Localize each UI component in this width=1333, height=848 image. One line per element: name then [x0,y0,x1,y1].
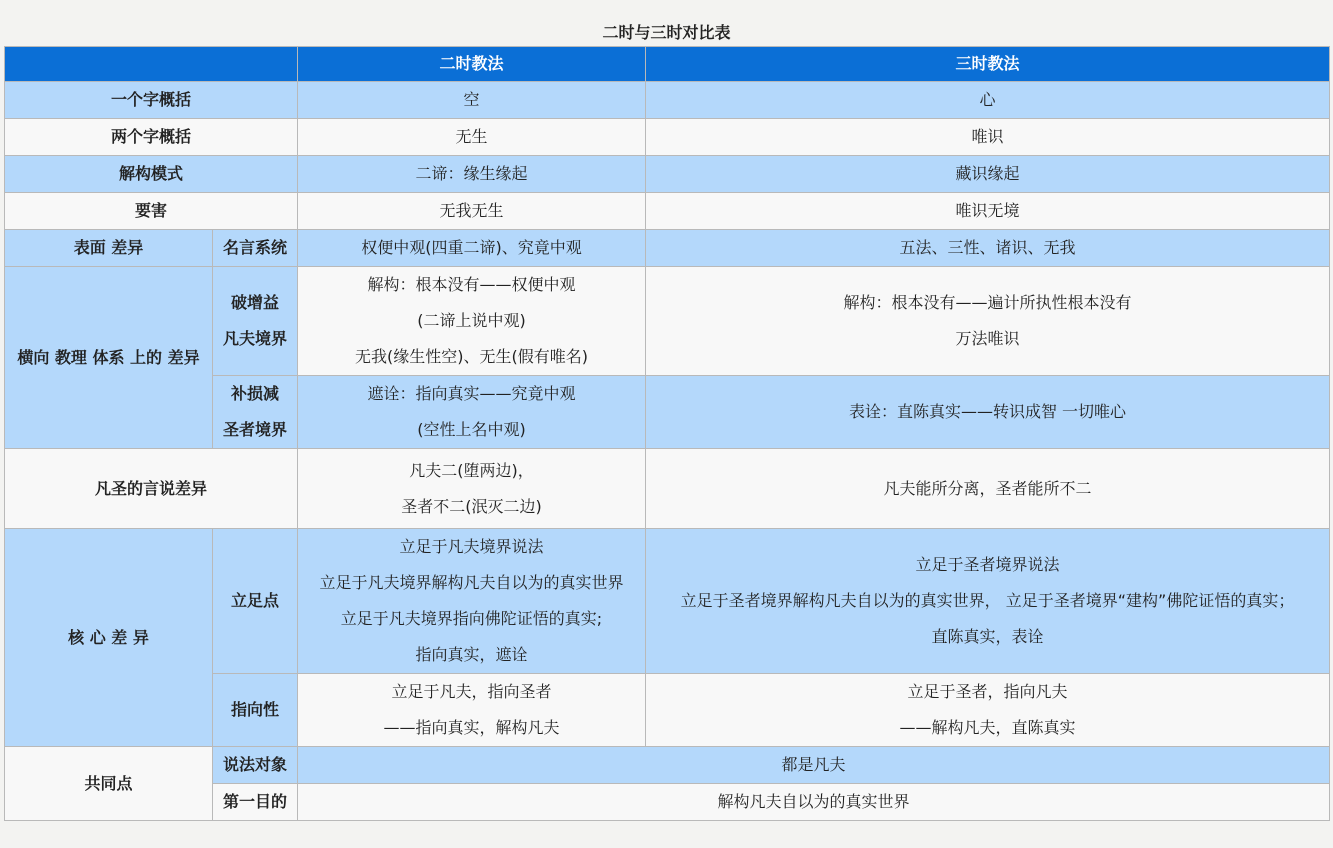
table-row [5,529,1330,674]
row-label: 表面 差异 [5,230,213,267]
header-two-times: 二时教法 [298,47,646,82]
cell-line: 凡夫二(堕两边)， [409,460,534,480]
cell-two-times [298,674,646,747]
header-blank-cell [5,47,298,82]
cell-three-times: 唯识无境 [646,193,1330,230]
cell-three-times: 表诠：直陈真实——转识成智 一切唯心 [646,376,1330,449]
cell-three-times: 藏识缘起 [646,156,1330,193]
cell-two-times: 权便中观(四重二谛)、究竟中观 [298,230,646,267]
cell-line: 无我(缘生性空)、无生(假有唯名) [355,347,588,366]
sublabel-line: 凡夫境界 [222,329,287,348]
row-sublabel: 名言系统 [213,230,298,267]
cell-two-times: 二谛：缘生缘起 [298,156,646,193]
header-three-times: 三时教法 [646,47,1330,82]
table-row [5,82,1330,119]
cell-three-times: 心 [646,82,1330,119]
cell-line: 立足于凡夫，指向圣者 [391,682,552,701]
cell-line: 立足于凡夫境界解构凡夫自以为的真实世界 [319,573,624,592]
sublabel-line: 补损减 [230,384,279,403]
table-row [5,747,1330,784]
cell-two-times [298,449,646,529]
cell-line: (空性上名中观) [417,420,526,439]
table-row [5,267,1330,376]
cell-line: 立足于圣者境界说法 [915,555,1060,574]
cell-merged: 解构凡夫自以为的真实世界 [298,784,1330,821]
row-sublabel: 说法对象 [213,747,298,784]
cell-line: 立足于凡夫境界说法 [399,537,544,556]
row-label: 凡圣的言说差异 [5,449,298,529]
table-row [5,119,1330,156]
cell-three-times: 五法、三性、诸识、无我 [646,230,1330,267]
cell-line: 直陈真实，表诠 [931,627,1044,646]
row-label: 共同点 [5,747,213,821]
cell-line: 遮诠：指向真实——究竟中观 [367,384,576,403]
table-row [5,156,1330,193]
cell-two-times: 无我无生 [298,193,646,230]
cell-two-times: 无生 [298,119,646,156]
row-label: 两个字概括 [5,119,298,156]
row-label: 解构模式 [5,156,298,193]
cell-merged: 都是凡夫 [298,747,1330,784]
cell-two-times [298,376,646,449]
row-sublabel: 第一目的 [213,784,298,821]
header-row [5,47,1330,82]
cell-line: 圣者不二(泯灭二边) [401,496,542,516]
cell-line: 指向真实，遮诠 [415,645,528,664]
cell-three-times [646,267,1330,376]
cell-three-times: 凡夫能所分离，圣者能所不二 [646,449,1330,529]
table-row [5,230,1330,267]
cell-three-times: 唯识 [646,119,1330,156]
cell-line: 立足于圣者，指向凡夫 [907,682,1068,701]
table-caption: 二时与三时对比表 [602,23,731,42]
cell-two-times: 空 [298,82,646,119]
cell-line: (二谛上说中观) [417,311,526,330]
cell-line: 解构：根本没有——遍计所执性根本没有 [843,293,1132,312]
cell-line: ——解构凡夫，直陈真实 [899,718,1076,737]
row-label: 核 心 差 异 [5,529,213,747]
table-row [5,449,1330,529]
cell-two-times [298,529,646,674]
cell-three-times [646,674,1330,747]
row-sublabel: 立足点 [213,529,298,674]
cell-line: 万法唯识 [955,329,1020,348]
cell-line: 立足于凡夫境界指向佛陀证悟的真实; [340,609,603,628]
row-sublabel: 指向性 [213,674,298,747]
cell-two-times [298,267,646,376]
cell-line: 解构：根本没有——权便中观 [367,275,576,294]
row-sublabel [213,376,298,449]
row-label: 横向 教理 体系 上的 差异 [5,267,213,449]
cell-line: 立足于圣者境界解构凡夫自以为的真实世界， 立足于圣者境界“建构”佛陀证悟的真实； [680,591,1295,610]
row-label: 要害 [5,193,298,230]
cell-three-times [646,529,1330,674]
cell-line: ——指向真实，解构凡夫 [383,718,560,737]
row-label: 一个字概括 [5,82,298,119]
row-sublabel [213,267,298,376]
table-row [5,193,1330,230]
sublabel-line: 圣者境界 [222,420,287,439]
sublabel-line: 破增益 [230,293,279,312]
comparison-table [4,46,1330,821]
